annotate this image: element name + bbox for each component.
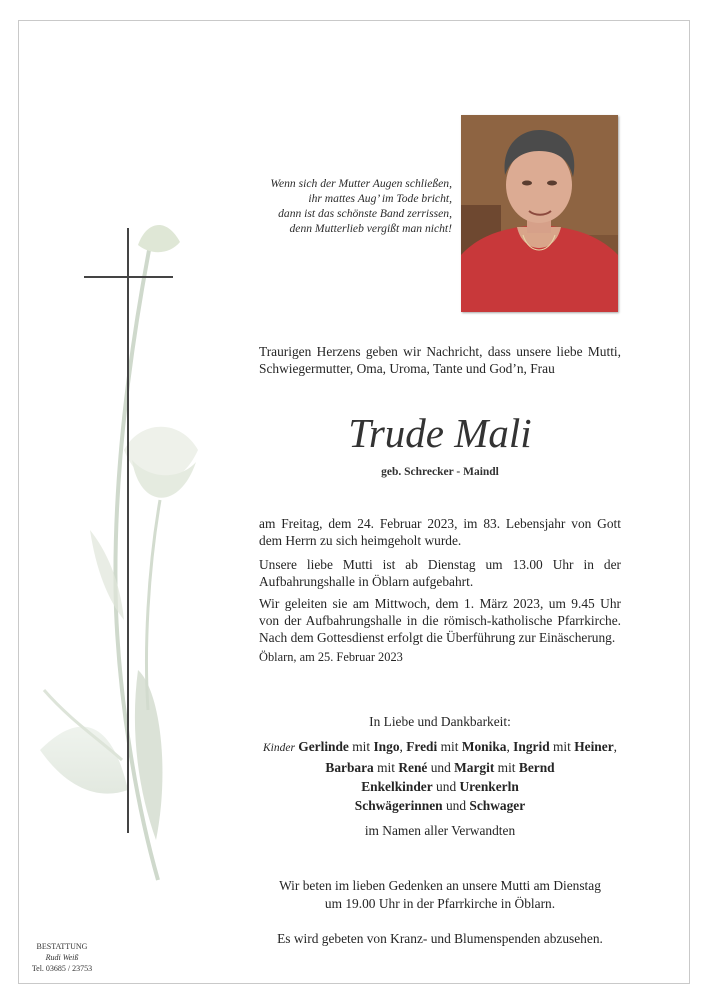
child-name: Gerlinde xyxy=(298,739,349,754)
poem-line: Wenn sich der Mutter Augen schließen, xyxy=(270,177,452,190)
mourners-heading: In Liebe und Dankbarkeit: xyxy=(369,714,511,729)
death-notice-paragraph: am Freitag, dem 24. Februar 2023, im 83. Lebensjahr von Gott dem Herrn zu sich heimgeholt wurde. xyxy=(259,516,621,548)
child-name: Fredi xyxy=(406,739,438,754)
children-line-1: Kinder Gerlinde mit Ingo, Fredi mit Monika, Ingrid mit Heiner, xyxy=(262,739,617,754)
children-line-2: Barbara mit René und Margit mit Bernd xyxy=(325,760,555,775)
deceased-name: Trude Mali xyxy=(348,410,532,456)
child-name: Ingrid xyxy=(513,739,550,754)
partner-name: Ingo xyxy=(373,739,400,754)
service-line: um 19.00 Uhr in der Pfarrkirche in Öblarn. xyxy=(324,896,556,911)
poem-line: dann ist das schönste Band zerrissen, xyxy=(278,207,452,220)
relatives-line: im Namen aller Verwandten xyxy=(364,823,516,838)
poem-line: denn Mutterlieb vergißt man nicht! xyxy=(289,222,452,235)
announcement-intro: Traurigen Herzens geben wir Nachricht, dass unsere liebe Mutti, Schwiegermutter, Oma, Uroma, Tante und God’n, Frau xyxy=(259,344,621,376)
birth-name: geb. Schrecker - Maindl xyxy=(381,466,499,478)
funeral-home-name: Rudi Weiß xyxy=(45,953,79,962)
prayer-service xyxy=(259,877,621,913)
in-laws-line: Schwägerinnen und Schwager xyxy=(354,798,526,813)
memorial-poem xyxy=(250,176,452,236)
portrait-photo xyxy=(461,115,618,312)
children-label: Kinder xyxy=(262,742,295,754)
poem-line: ihr mattes Aug’ im Tode bricht, xyxy=(308,192,452,205)
partner-name: Heiner xyxy=(574,739,614,754)
cross-horizontal xyxy=(84,276,173,278)
funeral-paragraph: Wir geleiten sie am Mittwoch, dem 1. März 2023, um 9.45 Uhr von der Aufbahrungshalle in die römisch-katholische Pfarrkirche. Nach dem Gottesdienst erfolgt die Überführung zur Einäscherung. xyxy=(259,596,621,645)
child-name: Margit xyxy=(454,760,495,775)
grandchildren-line: Enkelkinder und Urenkerln xyxy=(361,779,519,794)
funeral-home-stamp xyxy=(26,941,98,974)
white-flower-decoration xyxy=(20,150,220,910)
partner-name: René xyxy=(398,760,428,775)
child-name: Barbara xyxy=(325,760,374,775)
mourners-list xyxy=(259,712,621,840)
viewing-paragraph: Unsere liebe Mutti ist ab Dienstag um 13.00 Uhr in der Aufbahrungshalle in Öblarn aufgebahrt. xyxy=(259,557,621,589)
partner-name: Monika xyxy=(461,739,507,754)
service-line: Wir beten im lieben Gedenken an unsere Mutti am Dienstag xyxy=(279,878,601,893)
flower-donation-request: Es wird gebeten von Kranz- und Blumenspenden abzusehen. xyxy=(277,931,603,946)
funeral-home-phone: Tel. 03685 / 23753 xyxy=(31,964,93,973)
partner-name: Bernd xyxy=(518,760,555,775)
cross-vertical xyxy=(127,228,129,833)
funeral-home-label: BESTATTUNG xyxy=(36,942,88,951)
place-date: Öblarn, am 25. Februar 2023 xyxy=(259,650,403,664)
